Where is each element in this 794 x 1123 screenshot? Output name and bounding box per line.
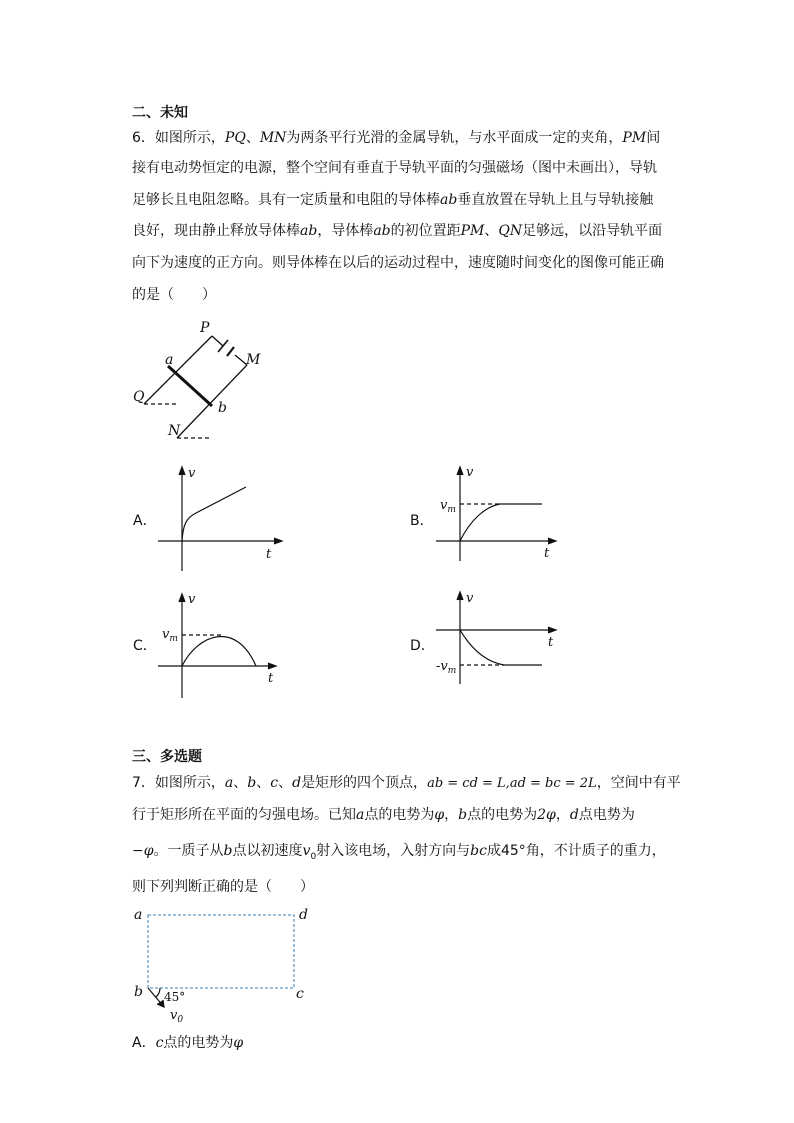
q6-option-b-graph bbox=[428, 463, 568, 563]
q7-var: φ bbox=[434, 807, 445, 823]
label-N: N bbox=[168, 423, 181, 439]
q7-text: 。一质子从 bbox=[153, 843, 224, 859]
rail-mn bbox=[177, 365, 247, 438]
q7-var: −φ bbox=[132, 843, 154, 859]
vm-sub: m bbox=[169, 634, 178, 644]
axis-t-label: t bbox=[266, 547, 272, 562]
q7-line-3 bbox=[132, 841, 672, 867]
q6-var: PM bbox=[622, 130, 647, 146]
q7-text: 射入该电场，入射方向与 bbox=[316, 843, 471, 859]
vm-sub: m bbox=[447, 666, 457, 676]
q6-var: ab bbox=[373, 223, 391, 239]
q7-text: 、 bbox=[233, 775, 248, 791]
q7-line-4: 则下列判断正确的是（ ） bbox=[132, 879, 314, 895]
q7-text: 点的电势为 bbox=[163, 1035, 234, 1051]
battery-plate-short bbox=[227, 347, 234, 356]
q7-text: 点的电势为 bbox=[364, 807, 435, 823]
label-M: M bbox=[246, 352, 261, 368]
q6-text: 、 bbox=[484, 223, 499, 239]
q7-var: d bbox=[569, 807, 579, 823]
q7-var: a bbox=[224, 775, 234, 791]
angle-arc bbox=[156, 988, 160, 997]
axis-v-label: v bbox=[188, 592, 196, 607]
vm-label: v bbox=[162, 627, 170, 642]
q7-var: c bbox=[270, 775, 279, 791]
q7-text: 角，不计质子的重力， bbox=[525, 843, 666, 859]
q6-text: 垂直放置在导轨上且与导轨接触 bbox=[457, 192, 654, 208]
q6-option-a-graph bbox=[150, 463, 290, 573]
q7-option-a-label: A． bbox=[132, 1035, 156, 1051]
q7-equation: ab = cd = L,ad = bc = 2L bbox=[427, 776, 597, 791]
axis-t-label: t bbox=[548, 635, 554, 650]
q7-text: 成 bbox=[486, 843, 501, 859]
q7-text: 7．如图所示， bbox=[132, 775, 225, 791]
curve-d bbox=[460, 630, 542, 665]
q7-line-2 bbox=[132, 805, 672, 825]
axis-t-label: t bbox=[544, 546, 550, 561]
q6-text: 为两条平行光滑的金属导轨，与水平面成一定的夹角， bbox=[286, 130, 623, 146]
q7-text: ， bbox=[555, 807, 570, 823]
q7-text: 是矩形的四个顶点， bbox=[301, 775, 428, 791]
q7-sub: 0 bbox=[310, 851, 317, 862]
q6-rail-diagram bbox=[130, 318, 270, 443]
q6-text: 的初位置距 bbox=[390, 223, 461, 239]
q6-line-2: 接有电动势恒定的电源，整个空间有垂直于导轨平面的匀强磁场（图中未画出），导轨 bbox=[132, 160, 657, 176]
rail-pq bbox=[144, 336, 212, 404]
q6-option-a-label[interactable]: A． bbox=[133, 513, 157, 529]
label-v0: v bbox=[170, 1008, 178, 1023]
label-c: c bbox=[296, 986, 304, 1002]
label-b: b bbox=[134, 984, 143, 1000]
svg-text:vm bbox=[162, 627, 178, 644]
label-Q: Q bbox=[133, 389, 145, 405]
vm-sub: m bbox=[447, 505, 456, 515]
q7-var: b bbox=[223, 843, 233, 859]
q7-var: d bbox=[292, 775, 302, 791]
q6-line-1 bbox=[132, 128, 672, 148]
q7-option-a[interactable] bbox=[132, 1033, 672, 1053]
q7-var: b bbox=[458, 807, 468, 823]
q6-line-3 bbox=[132, 190, 672, 210]
axis-v-label: v bbox=[466, 591, 474, 606]
vm-label: v bbox=[440, 498, 448, 513]
section-heading-multiple-choice: 三、多选题 bbox=[132, 749, 202, 765]
label-b: b bbox=[218, 400, 227, 416]
q6-option-b-label[interactable]: B． bbox=[410, 513, 434, 529]
curve-b bbox=[460, 504, 542, 541]
label-v0-sub: 0 bbox=[177, 1015, 184, 1025]
q6-option-c-label[interactable]: C． bbox=[133, 638, 157, 654]
axis-v-label: v bbox=[188, 466, 196, 481]
q6-var: PQ bbox=[224, 130, 246, 146]
q7-var: bc bbox=[470, 843, 487, 859]
q6-text: ，导体棒 bbox=[317, 223, 374, 239]
q7-var: c bbox=[155, 1035, 164, 1051]
q7-text: 点的电势为 bbox=[467, 807, 538, 823]
rod-ab bbox=[168, 366, 212, 406]
label-a: a bbox=[165, 352, 174, 368]
q7-var: b bbox=[247, 775, 257, 791]
svg-text:vm bbox=[440, 498, 456, 515]
q7-rectangle-diagram bbox=[130, 903, 320, 1028]
label-45: 45° bbox=[164, 990, 186, 1004]
q6-var: ab bbox=[300, 223, 318, 239]
q6-option-d-graph bbox=[428, 588, 568, 688]
rect-abcd bbox=[148, 915, 294, 988]
battery-plate-long bbox=[218, 340, 228, 352]
q7-text: 行于矩形所在平面的匀强电场。已知 bbox=[132, 807, 356, 823]
q6-var: ab bbox=[440, 192, 458, 208]
q7-var: φ bbox=[233, 1035, 244, 1051]
axis-v-label: v bbox=[466, 465, 474, 480]
q6-var: PM bbox=[460, 223, 485, 239]
q6-option-c-graph bbox=[150, 590, 290, 700]
q6-text: 6．如图所示， bbox=[132, 130, 225, 146]
q6-var: QN bbox=[498, 223, 523, 239]
q7-text: 点电势为 bbox=[578, 807, 635, 823]
svg-text:v0 bbox=[170, 1008, 183, 1025]
q6-text: 足够长且电阻忽略。具有一定质量和电阻的导体棒 bbox=[132, 192, 440, 208]
q7-line-1 bbox=[132, 773, 681, 794]
q7-var: a bbox=[356, 807, 365, 823]
label-P: P bbox=[200, 320, 210, 336]
section-heading-unknown: 二、未知 bbox=[132, 105, 188, 121]
q6-option-d-label[interactable]: D． bbox=[410, 638, 435, 654]
q7-text: 点以初速度 bbox=[232, 843, 303, 859]
q6-line-6: 的是（ ） bbox=[132, 287, 216, 303]
vm-label: -v bbox=[436, 659, 448, 674]
q6-text: 良好，现由静止释放导体棒 bbox=[132, 223, 300, 239]
q7-text: ， bbox=[444, 807, 459, 823]
q7-var: v bbox=[302, 843, 311, 859]
q6-var: MN bbox=[259, 130, 287, 146]
q6-text: 、 bbox=[245, 130, 260, 146]
curve-a bbox=[182, 487, 246, 541]
q6-text: 间 bbox=[646, 130, 661, 146]
q7-text: 、 bbox=[278, 775, 293, 791]
q6-text: 足够远，以沿导轨平面 bbox=[522, 223, 663, 239]
q7-var: 2φ bbox=[537, 807, 556, 823]
label-d: d bbox=[299, 907, 308, 923]
axis-t-label: t bbox=[268, 671, 274, 686]
q7-text: ，空间中有平 bbox=[596, 775, 681, 791]
label-a: a bbox=[134, 907, 143, 923]
q6-line-5: 向下为速度的正方向。则导体棒在以后的运动过程中，速度随时间变化的图像可能正确 bbox=[132, 255, 664, 271]
q7-angle: 45° bbox=[500, 843, 526, 859]
q6-line-4 bbox=[132, 221, 672, 241]
wire-p-battery bbox=[212, 336, 223, 346]
svg-text:-vm bbox=[436, 659, 456, 676]
q7-text: 、 bbox=[256, 775, 271, 791]
curve-c bbox=[182, 637, 256, 666]
